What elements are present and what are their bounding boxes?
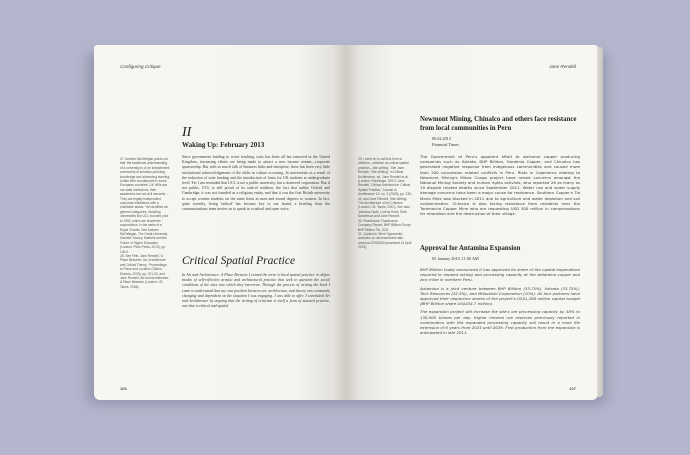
running-head-right: Jane Rendell: [549, 64, 576, 69]
footnotes-left: 27. Andrew McGettigan points out that 'the traditional understanding of a university is of an independent community of scholars pursuing knowledge and advancing learning. Unlike their counterparts in some European countries, UK HEIs are not state institutions, their academics are not civil servants ... They are legally independent corporate institutions with a charitable status.' He identifies six general categories, including universities like UCL founded prior to 1992, which are chartered corporations. In the wake of a Royal Charter. See Andrew McGettigan, The Great University Gamble: Money, Markets and the Future of Higher Education (London: Pluto Press, 2013), pp. 126-9. 28. See Firth, Jane Rendell, 'A Place Between: Art, Architecture and Critical Theory,' Proceedings to Place and Location (Tallinn, Estonia, 2003), pp. 221-33; and Jane Rendell, Art and Architecture: A Place Between (London: I.B. Tauris, 2006).: [120, 157, 170, 289]
section-heading: Waking Up: February 2013: [182, 141, 265, 149]
approval-date: 05 January 2010, 11:00 AM: [432, 256, 479, 261]
news-date-value: 06.02.2013: [432, 136, 451, 141]
body-text-left-2: In Art and Architecture: A Place Between I coined the term 'critical spatial practice' to define modes of self-reflective artistic and architectural practice that seek to question the social conditions of the sites into which they intervene. Through the process of writing the book I came to understand that my own position between art, architecture, and theory was constantly changing and dependent on the situation I was engaging. I was able to offer. I concluded Art and Architecture by arguing that the writing of criticism is itself a form of situated practice, one that is ethical and spatial.: [182, 273, 330, 309]
news-date: [432, 136, 459, 148]
running-head-left: Configuring Critique: [120, 64, 161, 69]
approval-paragraph-1: BHP Billiton today announced it has approved its share of the capital expenditure required to expand mining and processing capacity at the Antamina copper and zinc mine in northern Peru.: [420, 267, 580, 283]
body-text-left: Since government funding to cover teaching costs has been all but removed in the United Kingdom, increasing efforts are being made to attract a new income stream—corporate sponsorship. But with so much talk of business links and enterprise, there has been very little institutional acknowledgement of the shifts in culture occurring. In universities as a result of the reduction of state funding and the introduction of loans for UK students at undergraduate level. Yet I am reminded that UCL is not a public university, but a chartered corporation. But if not public, UCL is still proud of its radical tradition, the fact that unlike Oxford and Cambridge, it was not founded as a religious entity, and that it was the first British university to accept women students on the same basis as men and award degrees to women. In fact, quite recently, being 'radical' has become key to our brand; a briefing from the communications team invites us to speak in a radical and open voice.: [182, 155, 330, 212]
page-number-left: 106: [120, 386, 127, 391]
footnotes-right: 29. I went on to call this form of criticism—criticism as critical spatial practice—'site-writing'. See Jane Rendell, 'Site-Writing,' in Critical Architecture, ed. Jane Rendell et al. (London: Routledge, 2007); Jane Rendell, 'Critical Architecture: Critical Spatial Practice,' Journal of Architecture 10, no. 3 (2005), pp. 235-42; and Jane Rendell, Site-Writing: The Architecture of Art Criticism (London: I.B. Tauris, 2010). See also Johanna Hyde, Lorens Holm, Ruth Sanderson and Jane Rendell. 30. Roadhouse, Roadhouse Company Report, BHP Billiton Group: BHP Billiton Plc, 2011. 31. Quoted in 'Mine Opponents', www.bbc.co.uk/news/world-latin-america-22915000 [accessed 14 April 2013].: [358, 157, 412, 250]
left-page: [94, 45, 346, 400]
approval-heading: Approval for Antamina Expansion: [420, 245, 521, 252]
news-source: Financial Times: [432, 142, 459, 147]
right-page: [346, 45, 598, 400]
approval-paragraph-2: Antamina is a joint venture between BHP Billiton (33.75%), Xstrata (33.75%), Teck Resources (22.5%), and Mitsubishi Corporation (10%). All four partners have approved their respective shares of the project's US$1,288 million capital budget (BHP Billiton share US$434.7 million).: [420, 285, 580, 307]
news-heading: Newmont Mining, Chinalco and others face resistance from local communities in Peru: [420, 116, 577, 132]
approval-body: [420, 267, 580, 338]
page-edges: [597, 47, 603, 397]
section-number: II: [182, 125, 192, 140]
page-number-right: 107: [569, 386, 576, 391]
approval-paragraph-3: The expansion project will increase the site's ore processing capacity by 38% to 130,000 tonnes per day. Higher mineral ore reserves previously reported in combination with the expanded processing capacity will result in a mine life extension of 6 years from 2023 until 2029. First production from the expansion is anticipated in late 2011.: [420, 309, 580, 336]
news-body: The Government of Peru's apparent effort to welcome copper producing companies such as Xstrata, BHP Billiton, Gardenia Copper, and Chinalco has generated negative response from indigenous communities and caused more than 200 concession related conflicts in Peru. Riots in Cajamarca relating to Newmont Mining's Minas Conga project have raised concerns amongst the National Mining Society and human rights activists, who reported 26 as many as 19 dispute related deaths since September 2011. Water use and water supply damage concerns have been a major cause for resistance. Southern Copper's Tia Maria Mine was blocked in 2011 due to agriculture and water depletion and soil contamination. Chinalco is also facing resistance from residents near the Toromocho Copper Mine who are requesting USD 300 million in compensations for relocation and the destruction of their village.: [420, 154, 580, 217]
critical-spatial-practice-heading: Critical Spatial Practice: [182, 255, 296, 267]
